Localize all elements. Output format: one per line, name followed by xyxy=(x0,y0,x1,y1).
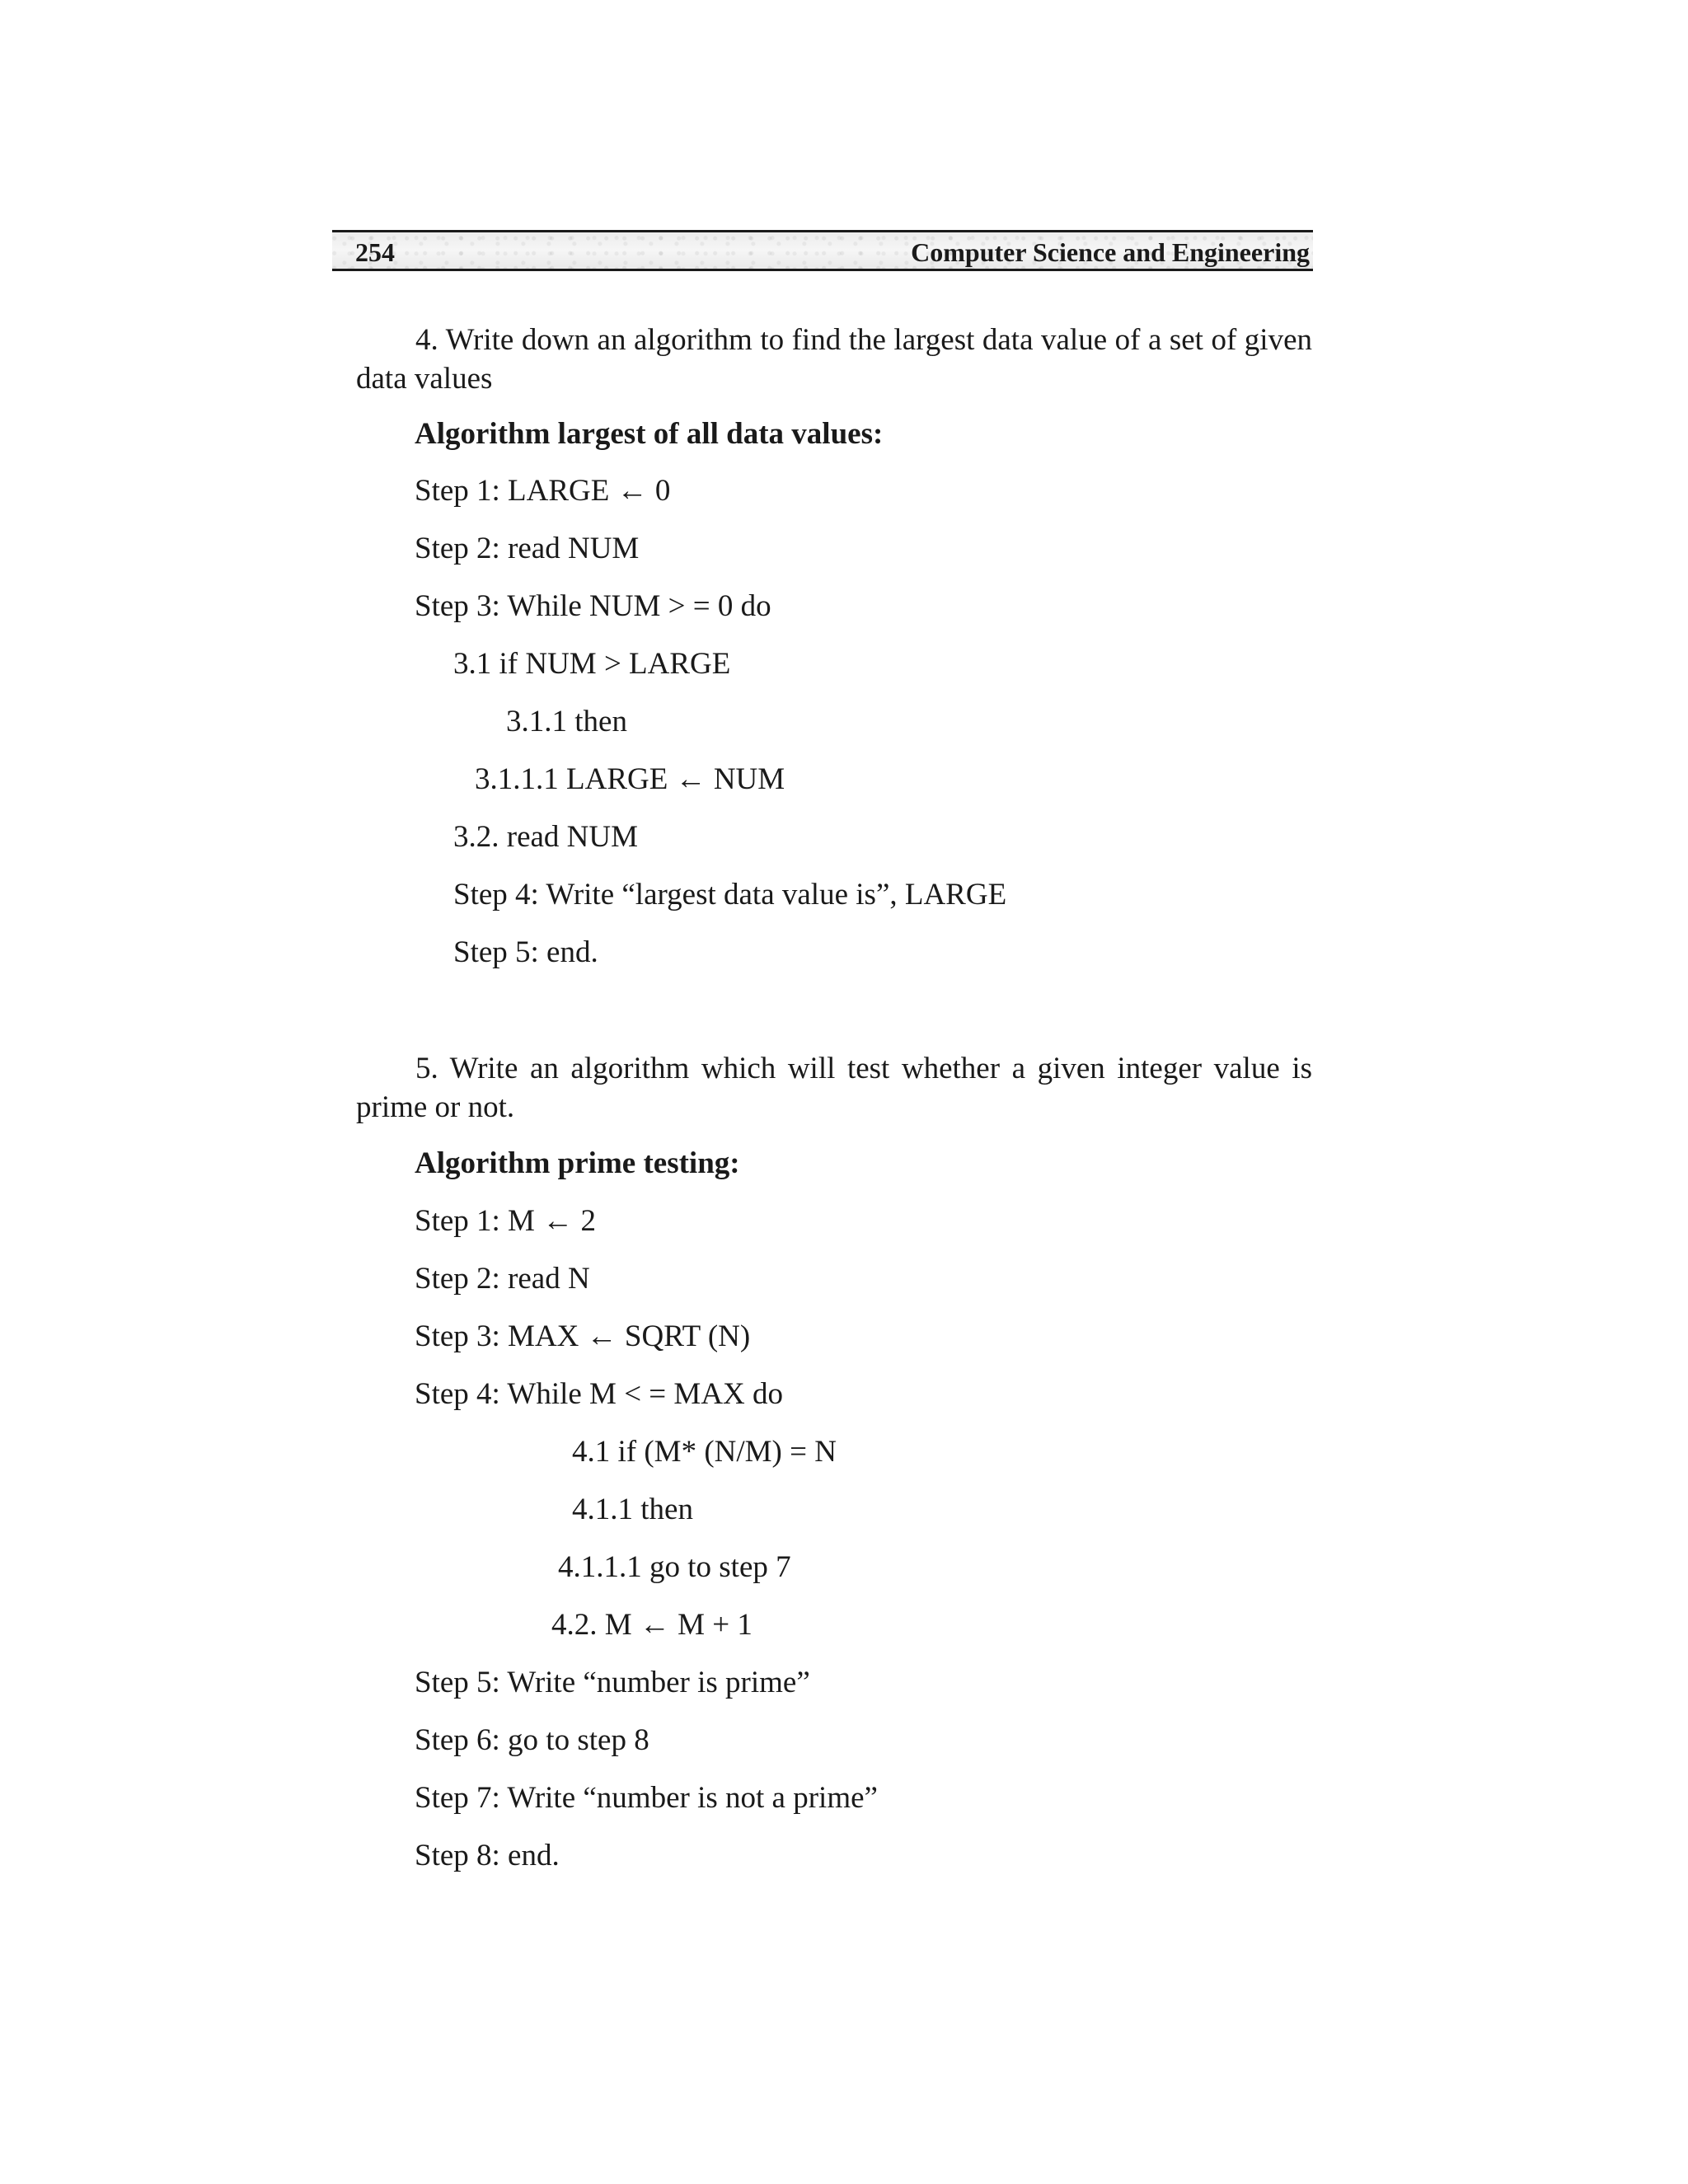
question-5-text: 5. Write an algorithm which will test whether a given integer value is prime or not. xyxy=(356,1052,1312,1124)
page-header xyxy=(332,230,1313,271)
q4-step-3-1-1: 3.1.1 then xyxy=(506,705,627,738)
running-title: Computer Science and Engineering xyxy=(911,237,1310,267)
algorithm-prime-title: Algorithm prime testing: xyxy=(415,1146,740,1180)
q4-step-3: Step 3: While NUM > = 0 do xyxy=(415,589,771,623)
q5-step-1: Step 1: M ← 2 xyxy=(415,1204,596,1238)
q4-step-3-1: 3.1 if NUM > LARGE xyxy=(453,647,731,681)
q4-step-3-2: 3.2. read NUM xyxy=(453,820,639,854)
q5-step-4-1-1: 4.1.1 then xyxy=(572,1493,693,1526)
q5-step-3: Step 3: MAX ← SQRT (N) xyxy=(415,1319,751,1353)
q5-step-7: Step 7: Write “number is not a prime” xyxy=(415,1781,878,1815)
q5-step-4-2: 4.2. M ← M + 1 xyxy=(551,1608,753,1642)
q4-step-3-1-1-1: 3.1.1.1 LARGE ← NUM xyxy=(475,762,785,796)
q5-step-8: Step 8: end. xyxy=(415,1839,560,1872)
q5-step-6: Step 6: go to step 8 xyxy=(415,1723,649,1757)
q5-step-4: Step 4: While M < = MAX do xyxy=(415,1377,784,1411)
page-number: 254 xyxy=(355,237,395,267)
q5-step-5: Step 5: Write “number is prime” xyxy=(415,1666,810,1699)
q5-step-2: Step 2: read N xyxy=(415,1262,590,1296)
q4-step-5: Step 5: end. xyxy=(453,935,598,969)
q5-step-4-1: 4.1 if (M* (N/M) = N xyxy=(572,1435,837,1469)
q4-step-2: Step 2: read NUM xyxy=(415,532,640,565)
question-4-text: 4. Write down an algorithm to find the largest data value of a set of given data values xyxy=(356,323,1312,396)
algorithm-largest-title: Algorithm largest of all data values: xyxy=(415,417,884,451)
q4-step-4: Step 4: Write “largest data value is”, LARGE xyxy=(453,878,1007,912)
q4-step-1: Step 1: LARGE ← 0 xyxy=(415,474,671,508)
q5-step-4-1-1-1: 4.1.1.1 go to step 7 xyxy=(558,1550,791,1584)
